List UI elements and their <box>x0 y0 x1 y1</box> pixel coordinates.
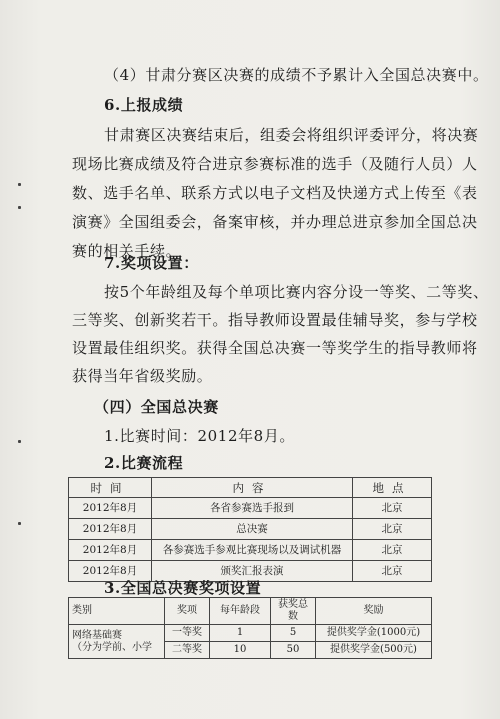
paragraph-line: 数、选手名单、联系方式以电子文档及快递方式上传至《表 <box>72 184 478 202</box>
time-cell: 2012年8月 <box>69 498 152 519</box>
section-heading: （四）全国总决赛 <box>94 398 219 416</box>
place-cell: 北京 <box>353 519 432 540</box>
column-header: 时间 <box>69 478 152 498</box>
per-age-cell: 10 <box>210 642 271 659</box>
margin-mark <box>18 183 21 186</box>
section-heading: 6.上报成绩 <box>104 96 184 114</box>
total-cell: 5 <box>271 625 316 642</box>
paragraph-line: 获得当年省级奖励。 <box>72 367 213 385</box>
paragraph-line: （4）甘肃分赛区决赛的成绩不予累计入全国总决赛中。 <box>104 66 489 84</box>
table-header-row <box>69 478 432 498</box>
column-header: 奖励 <box>316 598 432 625</box>
table-row <box>69 540 432 561</box>
category-line: （分为学前、小学 <box>72 641 152 653</box>
per-age-cell: 1 <box>210 625 271 642</box>
time-cell: 2012年8月 <box>69 519 152 540</box>
section-heading: 7.奖项设置： <box>104 254 199 272</box>
content-cell: 颁奖汇报表演 <box>152 561 353 582</box>
paragraph-line: 设置最佳组织奖。获得全国总决赛一等奖学生的指导教师将 <box>72 339 478 357</box>
margin-mark <box>18 440 21 443</box>
category-cell <box>69 625 165 659</box>
margin-mark <box>18 522 21 525</box>
content-cell: 各省参赛选手报到 <box>152 498 353 519</box>
paragraph-line: 演赛》全国组委会，备案审核，并办理总进京参加全国总决 <box>72 213 478 231</box>
reward-cell: 提供奖学金(500元) <box>316 642 432 659</box>
column-header: 每年龄段 <box>210 598 271 625</box>
margin-mark <box>18 206 21 209</box>
place-cell: 北京 <box>353 498 432 519</box>
content-cell: 各参赛选手参观比赛现场以及调试机器 <box>152 540 353 561</box>
time-cell: 2012年8月 <box>69 561 152 582</box>
item-heading: 2.比赛流程 <box>104 454 184 472</box>
table-header-row <box>69 598 432 625</box>
column-header: 地点 <box>353 478 432 498</box>
category-line: 网络基础赛 <box>72 629 122 641</box>
reward-cell: 提供奖学金(1000元) <box>316 625 432 642</box>
total-cell: 50 <box>271 642 316 659</box>
column-header: 类别 <box>69 598 165 625</box>
content-cell: 总决赛 <box>152 519 353 540</box>
paragraph-line: 甘肃赛区决赛结束后，组委会将组织评委评分，将决赛 <box>104 126 479 144</box>
item-heading: 3.全国总决赛奖项设置 <box>104 579 262 597</box>
paragraph-line: 赛的相关手续。 <box>72 242 182 260</box>
header-line: 数 <box>288 611 298 622</box>
awards-table <box>68 597 432 659</box>
place-cell: 北京 <box>353 561 432 582</box>
paragraph-line: 现场比赛成绩及符合进京参赛标准的选手（及随行人员）人 <box>72 155 478 173</box>
column-header <box>271 598 316 625</box>
header-line: 获奖总 <box>278 599 308 610</box>
place-cell: 北京 <box>353 540 432 561</box>
column-header: 内容 <box>152 478 353 498</box>
prize-cell: 一等奖 <box>165 625 210 642</box>
table-row <box>69 519 432 540</box>
table-row <box>69 625 432 642</box>
schedule-table <box>68 477 432 582</box>
prize-cell: 二等奖 <box>165 642 210 659</box>
column-header: 奖项 <box>165 598 210 625</box>
time-cell: 2012年8月 <box>69 540 152 561</box>
item-text: 1.比赛时间：2012年8月。 <box>104 427 296 445</box>
table-row <box>69 498 432 519</box>
paragraph-line: 三等奖、创新奖若干。指导教师设置最佳辅导奖，参与学校 <box>72 311 478 329</box>
paragraph-line: 按5个年龄组及每个单项比赛内容分设一等奖、二等奖、 <box>104 283 489 301</box>
